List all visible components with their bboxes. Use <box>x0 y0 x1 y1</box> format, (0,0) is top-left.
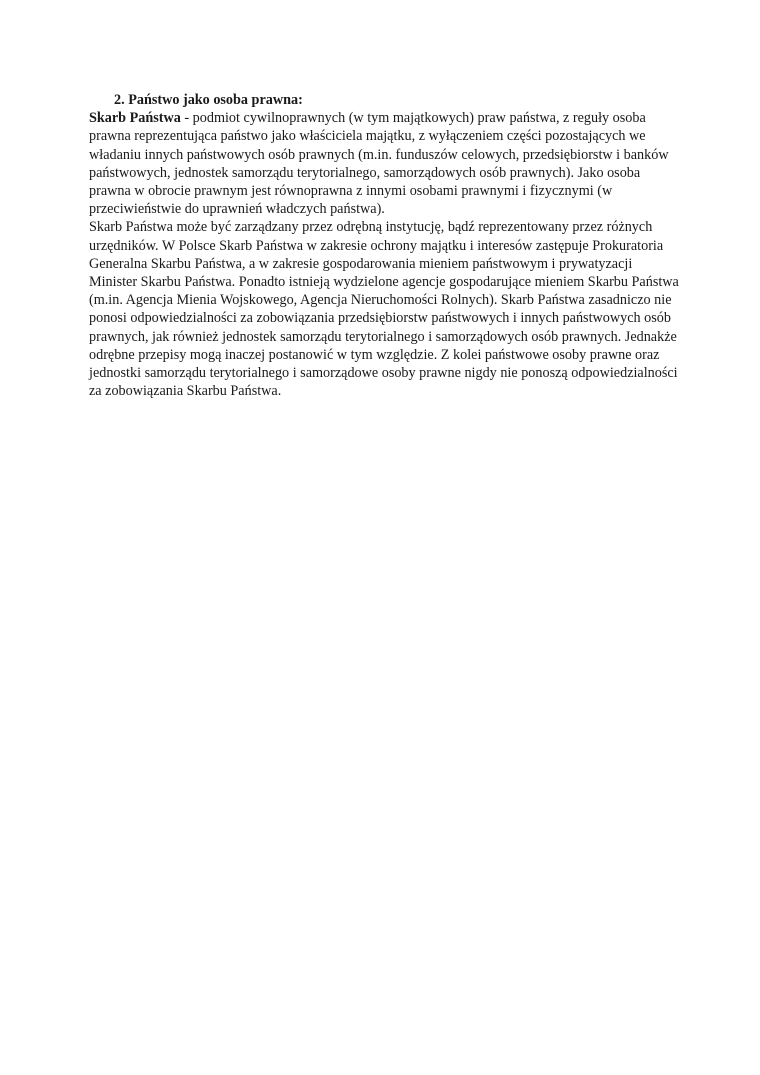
document-body <box>89 91 679 400</box>
defined-term: Skarb Państwa <box>89 110 181 127</box>
section-heading: 2. Państwo jako osoba prawna: <box>114 92 303 108</box>
definition-text: - podmiot cywilnoprawnych (w tym majątkowych) praw państwa, z reguły osoba prawna reprezentująca państwo jako właściciela majątku, z wyłączeniem części pozostających we władaniu innych państwowych osób prawnych (m.in. funduszów celowych, przedsiębiorstw i banków państwowych, jednostek samorządu terytorialnego, samorządowych osób prawnych). Jako osoba prawna w obrocie prawnym jest równoprawna z innymi osobami prawnymi i fizycznymi (w przeciwieństwie do uprawnień władczych państwa). <box>89 110 669 218</box>
definition-paragraph <box>89 109 679 218</box>
body-paragraph: Skarb Państwa może być zarządzany przez odrębną instytucję, bądź reprezentowany przez różnych urzędników. W Polsce Skarb Państwa w zakresie ochrony majątku i interesów zastępuje Prokuratoria Generalna Skarbu Państwa, a w zakresie gospodarowania mieniem państwowym i prywatyzacji Minister Skarbu Państwa. Ponadto istnieją wydzielone agencje gospodarujące mieniem Skarbu Państwa (m.in. Agencja Mienia Wojskowego, Agencja Nieruchomości Rolnych). Skarb Państwa zasadniczo nie ponosi odpowiedzialności za zobowiązania przedsiębiorstw państwowych i innych państwowych osób prawnych, jak również jednostek samorządu terytorialnego i samorządowych osób prawnych. Jednakże odrębne przepisy mogą inaczej postanowić w tym względzie. Z kolei państwowe osoby prawne oraz jednostki samorządu terytorialnego i samorządowe osoby prawne nigdy nie ponoszą odpowiedzialności za zobowiązania Skarbu Państwa. <box>89 219 679 400</box>
